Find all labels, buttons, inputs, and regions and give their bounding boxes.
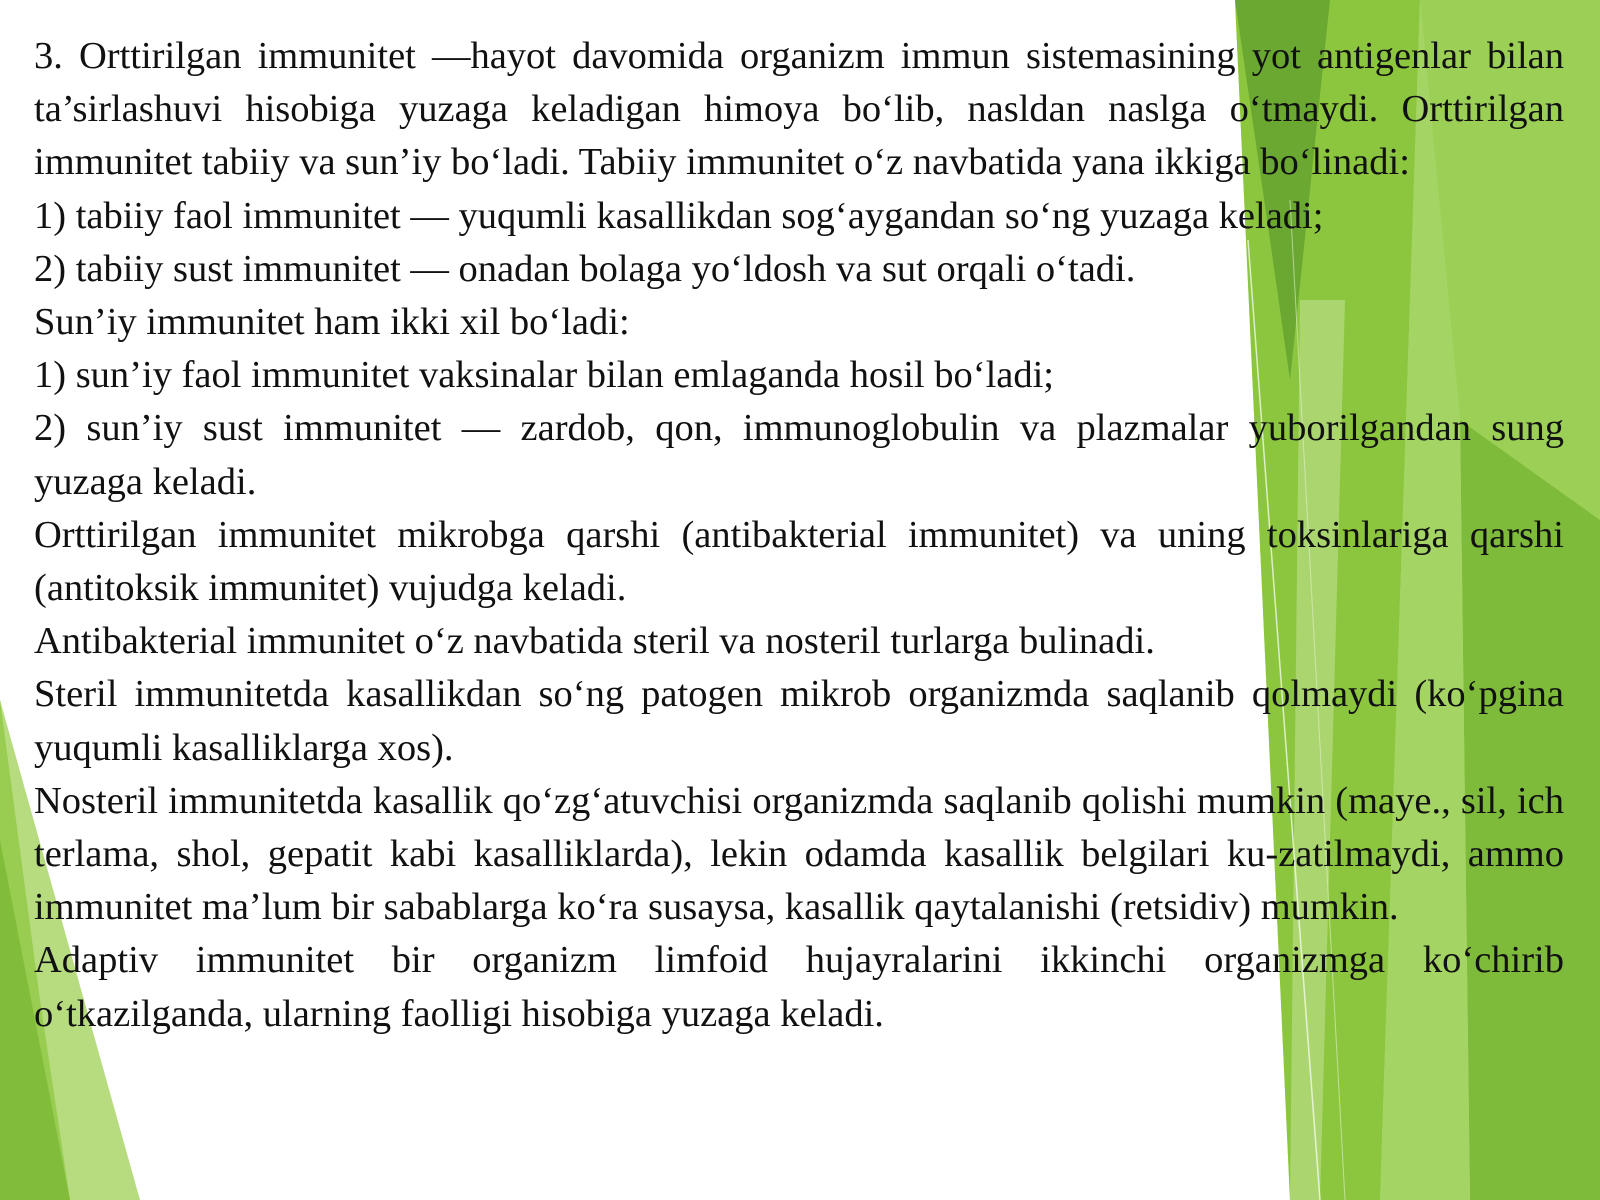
- paragraph-antibacterial-antitoxic: Orttirilgan immunitet mikrobga qarshi (antibakterial immunitet) va uning toksinlariga qarshi (antitoksik immunitet) vujudga keladi.: [34, 513, 1564, 610]
- paragraph-nonsterile: Nosteril immunitetda kasallik qo‘zg‘atuvchisi organizmda saqlanib qolishi mumkin (maye., sil, ich terlama, shol, gepatit kabi kasalliklarda), lekin odamda kasallik belgilari ku-zatilmaydi, ammo immunitet ma’lum bir sabablarga ko‘ra susaysa, kasallik qaytalanishi (retsidiv) mumkin.: [34, 779, 1564, 929]
- slide-body-text: [34, 30, 1564, 1041]
- paragraph-sterile-nonsterile: Antibakterial immunitet o‘z navbatida steril va nosteril turlarga bulinadi.: [34, 620, 1155, 663]
- paragraph-artificial-active: 1) sun’iy faol immunitet vaksinalar bilan emlaganda hosil bo‘ladi;: [34, 354, 1055, 397]
- paragraph-natural-active: 1) tabiiy faol immunitet — yuqumli kasallikdan sog‘aygandan so‘ng yuzaga keladi;: [34, 194, 1324, 237]
- paragraph-natural-passive: 2) tabiiy sust immunitet — onadan bolaga yo‘ldosh va sut orqali o‘tadi.: [34, 247, 1136, 290]
- paragraph-artificial-intro: Sun’iy immunitet ham ikki xil bo‘ladi:: [34, 301, 630, 344]
- paragraph-artificial-passive: 2) sun’iy sust immunitet — zardob, qon, immunoglobulin va plazmalar yuborilgandan sung yuzaga keladi.: [34, 407, 1564, 503]
- paragraph-acquired-immunity: 3. Orttirilgan immunitet —hayot davomida organizm immun sistemasining yot antigenlar bilan ta’sirlashuvi hisobiga yuzaga keladigan himoya bo‘lib, nasldan naslga o‘tmaydi. Orttirilgan immunitet tabiiy va sun’iy bo‘ladi. Tabiiy immunitet o‘z navbatida yana ikkiga bo‘linadi:: [34, 35, 1564, 184]
- paragraph-sterile: Steril immunitetda kasallikdan so‘ng patogen mikrob organizmda saqlanib qolmaydi (ko‘pgina yuqumli kasalliklarga xos).: [34, 673, 1564, 769]
- paragraph-adaptive: Adaptiv immunitet bir organizm limfoid hujayralarini ikkinchi organizmga ko‘chirib o‘tkazilganda, ularning faolligi hisobiga yuzaga keladi.: [34, 939, 1564, 1035]
